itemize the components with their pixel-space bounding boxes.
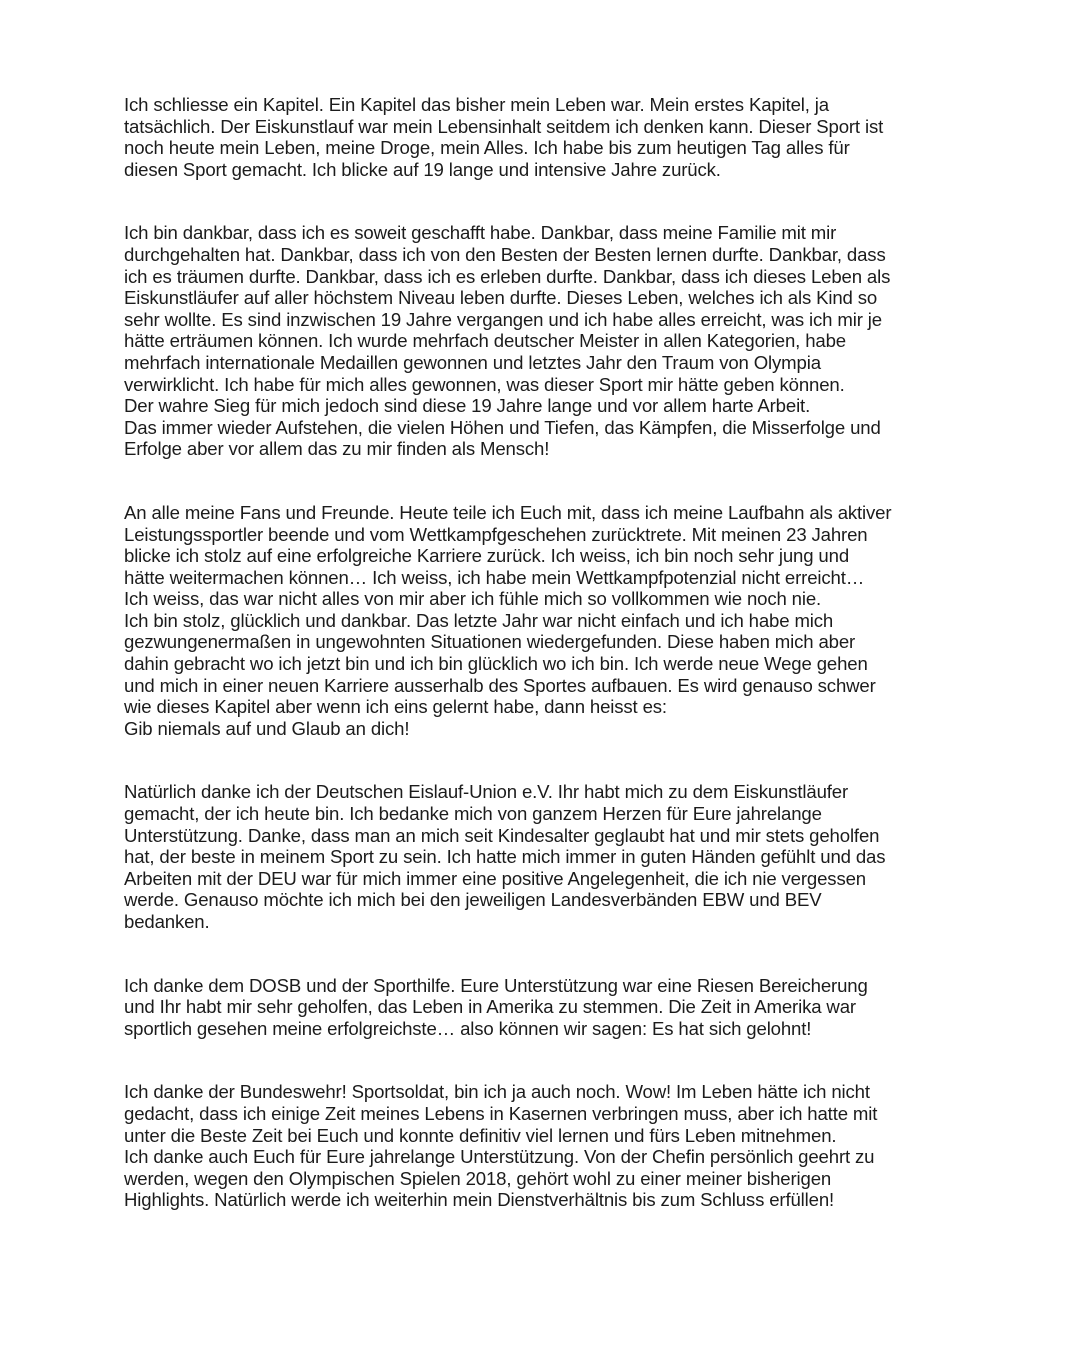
text-line: werde. Genauso möchte ich mich bei den jeweiligen Landesverbänden EBW und BEV — [124, 889, 822, 911]
text-line: blicke ich stolz auf eine erfolgreiche Karriere zurück. Ich weiss, ich bin noch sehr jung und — [124, 545, 850, 567]
text-line: sehr wollte. Es sind inzwischen 19 Jahre vergangen und ich habe alles erreicht, was ich mir je — [124, 308, 882, 330]
document-body — [124, 94, 964, 1253]
text-line: wie dieses Kapitel aber wenn ich eins gelernt habe, dann heisst es: — [124, 696, 667, 718]
paragraph-thanks-dosb — [124, 975, 964, 1040]
text-line: ich es träumen durfte. Dankbar, dass ich es erleben durfte. Dankbar, dass ich dieses Leben als — [124, 265, 891, 287]
text-line: Arbeiten mit der DEU war für mich immer eine positive Angelegenheit, die ich nie vergessen — [124, 867, 866, 889]
text-line: und Ihr habt mir sehr geholfen, das Leben in Amerika zu stemmen. Die Zeit in Amerika war — [124, 996, 856, 1018]
text-line: Ich bin stolz, glücklich und dankbar. Das letzte Jahr war nicht einfach und ich habe mich — [124, 609, 834, 631]
paragraph-thanks-deu — [124, 781, 964, 932]
text-line: Das immer wieder Aufstehen, die vielen Höhen und Tiefen, das Kämpfen, die Misserfolge und — [124, 416, 881, 438]
text-line: Erfolge aber vor allem das zu mir finden als Mensch! — [124, 438, 550, 460]
paragraph-thanks-bundeswehr — [124, 1081, 964, 1211]
text-line: An alle meine Fans und Freunde. Heute teile ich Euch mit, dass ich meine Laufbahn als aktiver — [124, 501, 892, 523]
text-line: hätte weitermachen können… Ich weiss, ich habe mein Wettkampfpotenzial nicht erreicht… — [124, 566, 865, 588]
text-line: noch heute mein Leben, meine Droge, mein Alles. Ich habe bis zum heutigen Tag alles für — [124, 137, 850, 159]
text-line: hat, der beste in meinem Sport zu sein. Ich hatte mich immer in guten Händen gefühlt und das — [124, 846, 886, 868]
text-line: verwirklicht. Ich habe für mich alles gewonnen, was dieser Sport mir hätte geben können. — [124, 373, 845, 395]
text-line: Ich schliesse ein Kapitel. Ein Kapitel das bisher mein Leben war. Mein erstes Kapitel, ja — [124, 94, 829, 115]
text-line: Ich bin dankbar, dass ich es soweit geschafft habe. Dankbar, dass meine Familie mit mir — [124, 222, 837, 244]
text-line: Leistungssportler beende und vom Wettkampfgeschehen zurücktrete. Mit meinen 23 Jahren — [124, 523, 868, 545]
text-line: diesen Sport gemacht. Ich blicke auf 19 lange und intensive Jahre zurück. — [124, 158, 721, 180]
text-line: bedanken. — [124, 911, 210, 932]
text-line: gezwungenermaßen in ungewohnten Situationen wiedergefunden. Diese haben mich aber — [124, 631, 856, 653]
text-line: Unterstützung. Danke, dass man an mich seit Kindesalter geglaubt hat und mir stets geholfen — [124, 824, 880, 846]
text-line: mehrfach internationale Medaillen gewonnen und letztes Jahr den Traum von Olympia — [124, 351, 821, 373]
text-line: Natürlich danke ich der Deutschen Eislauf-Union e.V. Ihr habt mich zu dem Eiskunstläufer — [124, 781, 849, 803]
paragraph-chapter-closing — [124, 94, 964, 180]
paragraph-gratitude — [124, 222, 964, 460]
text-line: sportlich gesehen meine erfolgreichste… also können wir sagen: Es hat sich gelohnt! — [124, 1017, 812, 1039]
text-line: gedacht, dass ich einige Zeit meines Lebens in Kasernen verbringen muss, aber ich hatte mit — [124, 1102, 878, 1124]
text-line: dahin gebracht wo ich jetzt bin und ich bin glücklich wo ich bin. Ich werde neue Wege gehen — [124, 653, 868, 675]
text-line: und mich in einer neuen Karriere ausserhalb des Sportes aufbauen. Es wird genauso schwer — [124, 674, 876, 696]
text-line: werden, wegen den Olympischen Spielen 2018, gehört wohl zu einer meiner bisherigen — [124, 1167, 832, 1189]
text-line: Eiskunstläufer auf aller höchstem Niveau leben durfte. Dieses Leben, welches ich als Kind so — [124, 287, 878, 309]
text-line: durchgehalten hat. Dankbar, dass ich von den Besten der Besten lernen durfte. Dankbar, dass — [124, 243, 886, 265]
text-line: Ich danke der Bundeswehr! Sportsoldat, bin ich ja auch noch. Wow! Im Leben hätte ich nicht — [124, 1081, 870, 1103]
text-line: tatsächlich. Der Eiskunstlauf war mein Lebensinhalt seitdem ich denken kann. Dieser Sport ist — [124, 115, 884, 137]
text-line: gemacht, der ich heute bin. Ich bedanke mich von ganzem Herzen für Eure jahrelange — [124, 803, 822, 825]
paragraph-retirement-announcement — [124, 502, 964, 740]
text-line: Ich danke dem DOSB und der Sporthilfe. Eure Unterstützung war eine Riesen Bereicherung — [124, 974, 868, 996]
text-line: Der wahre Sieg für mich jedoch sind diese 19 Jahre lange und vor allem harte Arbeit. — [124, 395, 811, 417]
text-line: hätte erträumen können. Ich wurde mehrfach deutscher Meister in allen Kategorien, habe — [124, 330, 846, 352]
text-line: Ich weiss, das war nicht alles von mir aber ich fühle mich so vollkommen wie noch nie. — [124, 588, 822, 610]
text-line: Ich danke auch Euch für Eure jahrelange Unterstützung. Von der Chefin persönlich geehrt zu — [124, 1146, 875, 1168]
text-line: Highlights. Natürlich werde ich weiterhin mein Dienstverhältnis bis zum Schluss erfüllen! — [124, 1189, 835, 1211]
text-line: unter die Beste Zeit bei Euch und konnte definitiv viel lernen und fürs Leben mitnehmen. — [124, 1124, 837, 1146]
text-line: Gib niemals auf und Glaub an dich! — [124, 717, 410, 739]
